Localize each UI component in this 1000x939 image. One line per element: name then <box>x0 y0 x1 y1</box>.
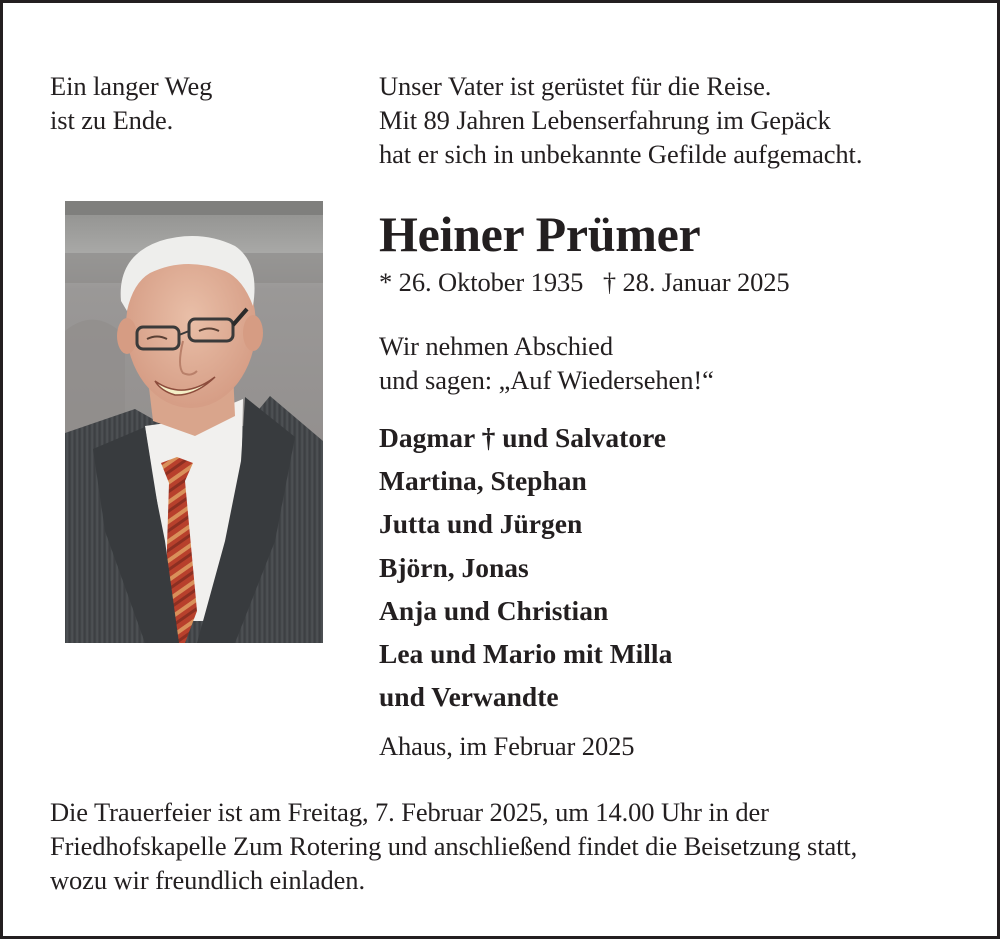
ceremony-line: Die Trauerfeier ist am Freitag, 7. Februar 2025, um 14.00 Uhr in der <box>50 797 769 827</box>
ceremony-line: Friedhofskapelle Zum Rotering und anschließend findet die Beisetzung statt, <box>50 831 858 861</box>
mourner-entry: Jutta und Jürgen <box>379 508 583 540</box>
motto-right-line: Mit 89 Jahren Lebenserfahrung im Gepäck <box>379 105 831 135</box>
portrait-photo <box>65 201 323 643</box>
mourners-list <box>379 416 672 718</box>
mourner-entry: Martina, Stephan <box>379 465 587 497</box>
motto-right-line: Unser Vater ist gerüstet für die Reise. <box>379 71 772 101</box>
motto-left <box>50 69 212 137</box>
farewell-line: Wir nehmen Abschied <box>379 331 613 361</box>
mourner-entry: und Verwandte <box>379 681 559 713</box>
motto-left-line: ist zu Ende. <box>50 105 174 135</box>
motto-right-line: hat er sich in unbekannte Gefilde aufgemacht. <box>379 139 863 169</box>
farewell-line: und sagen: „Auf Wiedersehen!“ <box>379 365 714 395</box>
mourner-entry: Lea und Mario mit Milla <box>379 638 673 670</box>
motto-right <box>379 69 862 171</box>
mourner-entry: Dagmar † und Salvatore <box>379 422 666 453</box>
mourner-entry: Björn, Jonas <box>379 551 529 583</box>
ceremony-info <box>50 795 857 897</box>
motto-left-line: Ein langer Weg <box>50 71 213 101</box>
deceased-name: Heiner Prümer <box>379 206 701 262</box>
mourner-entry: Anja und Christian <box>379 594 609 626</box>
place-date: Ahaus, im Februar 2025 <box>379 731 635 761</box>
ceremony-line: wozu wir freundlich einladen. <box>50 865 365 895</box>
life-dates: * 26. Oktober 1935 † 28. Januar 2025 <box>379 267 790 297</box>
farewell-text <box>379 329 714 397</box>
